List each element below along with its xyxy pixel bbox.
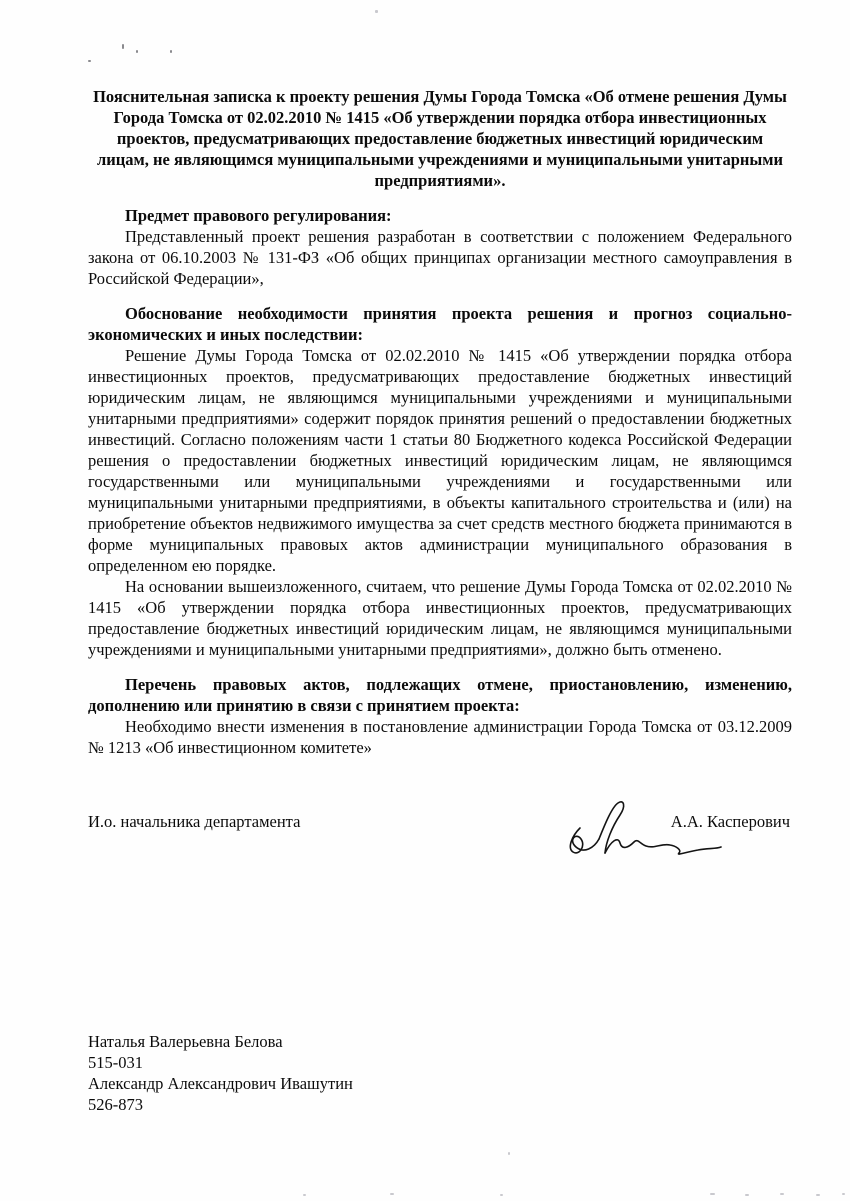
scan-speck: [508, 1152, 510, 1155]
contact-name: Александр Александрович Ивашутин: [88, 1074, 353, 1093]
signatory-name: А.А. Касперович: [670, 812, 790, 831]
section-heading-acts-list: Перечень правовых актов, подлежащих отмене, приостановлению, изменению, дополнению или принятию в связи с принятием проекта:: [88, 675, 792, 715]
contact-info: [88, 1031, 588, 1115]
section-heading-subject: Предмет правового регулирования:: [125, 206, 392, 225]
scan-speck: [170, 50, 172, 53]
scan-speck: [842, 1193, 845, 1195]
scan-speck: [122, 44, 124, 49]
handwritten-signature: [558, 798, 728, 870]
paragraph: На основании вышеизложенного, считаем, что решение Думы Города Томска от 02.02.2010 № 1415 «Об утверждении порядка отбора инвестиционных проектов, предусматривающих предоставление бюджетных инвестиций юридическим лицам, не являющимся муниципальными учреждениями и муниципальными унитарными предприятиями», должно быть отменено.: [88, 577, 792, 659]
document-body: [88, 86, 792, 758]
scan-speck: [375, 10, 378, 13]
scan-speck: [780, 1193, 784, 1195]
paragraph: Представленный проект решения разработан в соответствии с положением Федерального закона от 06.10.2003 № 131-ФЗ «Об общих принципах организации местного самоуправления в Российской Федерации»,: [88, 227, 792, 288]
scan-speck: [303, 1194, 306, 1196]
scan-speck: [390, 1193, 394, 1195]
scan-speck: [816, 1194, 820, 1196]
contact-name: Наталья Валерьевна Белова: [88, 1032, 283, 1051]
paragraph: Необходимо внести изменения в постановление администрации Города Томска от 03.12.2009 № 1213 «Об инвестиционном комитете»: [88, 717, 792, 757]
scan-speck: [745, 1194, 749, 1196]
scan-speck: [136, 50, 138, 53]
scan-speck: [88, 60, 91, 62]
paragraph: Решение Думы Города Томска от 02.02.2010 № 1415 «Об утверждении порядка отбора инвестиционных проектов, предусматривающих предоставление бюджетных инвестиций юридическим лицам, не являющимся муниципальными учреждениями и муниципальными унитарными предприятиями» содержит порядок принятия решений о предоставлении бюджетных инвестиций. Согласно положениям части 1 статьи 80 Бюджетного кодекса Российской Федерации решения о предоставлении бюджетных инвестиций юридическим лицам, не являющимся государственными или муниципальными учреждениями и государственными или муниципальными унитарными предприятиями, в объекты капитального строительства и (или) на приобретение объектов недвижимого имущества за счет средств местного бюджета принимаются в форме муниципальных правовых актов администрации муниципального образования в определенном ею порядке.: [88, 346, 792, 575]
document-title: Пояснительная записка к проекту решения Думы Города Томска «Об отмене решения Думы Города Томска от 02.02.2010 № 1415 «Об утверждении порядка отбора инвестиционных проектов, предусматривающих предоставление бюджетных инвестиций юридическим лицам, не являющимся муниципальными учреждениями и муниципальными унитарными предприятиями».: [93, 87, 787, 190]
scan-speck: [500, 1194, 503, 1196]
scan-speck: [710, 1193, 715, 1195]
signature-block: [88, 806, 792, 866]
signatory-position: И.о. начальника департамента: [88, 812, 301, 831]
contact-phone: 515-031: [88, 1053, 143, 1072]
section-heading-justification: Обоснование необходимости принятия проекта решения и прогноз социально-экономических и иных последствии:: [88, 304, 792, 344]
contact-phone: 526-873: [88, 1095, 143, 1114]
